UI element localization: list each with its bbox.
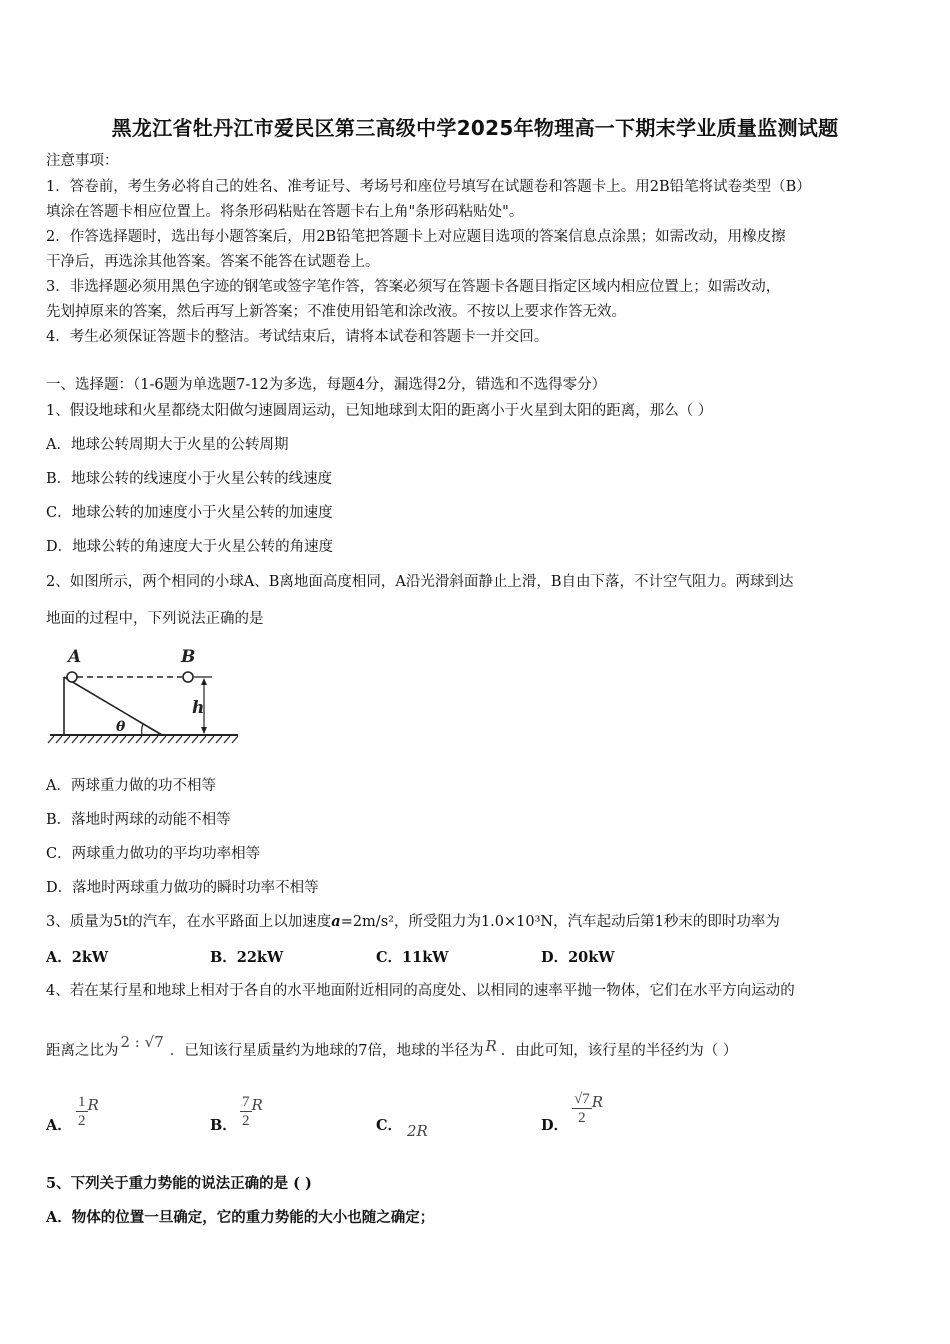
q4-option-a-label: A．: [46, 1117, 72, 1134]
q1-option-d: D．地球公转的角速度大于火星公转的角速度: [46, 539, 334, 555]
notice-line: 3．非选择题必须用黑色字迹的钢笔或签字笔作答，答案必须写在答题卡各题目指定区域内相应位置上；如需改动，: [46, 279, 781, 295]
fraction-denominator: 2: [78, 1113, 86, 1129]
q1-option-a: A．地球公转周期大于火星的公转周期: [46, 437, 289, 453]
label-a: A: [68, 647, 82, 667]
q4-option-c-value: 2R: [407, 1122, 428, 1140]
ball-b: [183, 672, 193, 682]
section-heading: 一、选择题：（1-6题为单选题7-12为多选，每题4分，漏选得2分，错选和不选得零分）: [46, 377, 607, 393]
ground-hatch: [48, 736, 238, 743]
fraction-numerator: 7: [242, 1094, 250, 1110]
q4-option-d-fraction: [572, 1090, 592, 1127]
fraction-variable: R: [591, 1093, 604, 1111]
q4-option-d-value: [572, 1090, 603, 1127]
q4-option-b-fraction: [240, 1093, 252, 1130]
q4-option-a-value: [76, 1093, 99, 1130]
notice-line: 4．考生必须保证答题卡的整洁。考试结束后，请将本试卷和答题卡一并交回。: [46, 329, 549, 345]
q3-option-a: A．2kW: [46, 949, 109, 966]
q4-radius-var: R: [485, 1037, 497, 1055]
q3-stem-part2: =2m/s²，所受阻力为1.0×10³N，汽车起动后第1秒末的即时功率为: [340, 914, 780, 930]
question-3-stem: [46, 912, 780, 932]
question-2-stem-cont: 地面的过程中，下列说法正确的是: [46, 611, 264, 627]
question-4-stem: 4、若在某行星和地球上相对于各自的水平地面附近相同的高度处、以相同的速率平抛一物体，它们在水平方向运动的: [46, 983, 795, 999]
q2-option-c: C．两球重力做功的平均功率相等: [46, 846, 261, 862]
q3-variable-a: a: [331, 913, 341, 930]
q1-option-b: B．地球公转的线速度小于火星公转的线速度: [46, 471, 333, 487]
q4-option-c-label: C．: [376, 1117, 403, 1134]
label-theta: θ: [116, 719, 126, 735]
question-5-stem: 5、下列关于重力势能的说法正确的是 ( ): [46, 1175, 312, 1192]
fraction-numerator: 1: [78, 1094, 86, 1110]
q1-option-c: C．地球公转的加速度小于火星公转的加速度: [46, 505, 333, 521]
q4-option-b-label: B．: [210, 1117, 237, 1134]
notice-line: 先划掉原来的答案，然后再写上新答案；不准使用铅笔和涂改液。不按以上要求作答无效。: [46, 304, 626, 320]
fraction-numerator: √7: [574, 1091, 590, 1107]
q3-option-b: B．22kW: [210, 949, 284, 966]
q4-option-a-fraction: [76, 1093, 88, 1130]
fraction-denominator: 2: [242, 1113, 250, 1129]
q2-option-a: A．两球重力做的功不相等: [46, 778, 216, 794]
q4-option-d-label: D．: [541, 1117, 569, 1134]
label-b: B: [181, 647, 196, 667]
q2-option-b: B．落地时两球的动能不相等: [46, 812, 231, 828]
q5-option-a: A．物体的位置一旦确定，它的重力势能的大小也随之确定；: [46, 1209, 435, 1226]
notice-line: 2．作答选择题时，选出每小题答案后，用2B铅笔把答题卡上对应题目选项的答案信息点涂黑；如需改动，用橡皮擦: [46, 229, 786, 245]
incline-slope: [64, 677, 162, 735]
fraction-variable: R: [251, 1096, 263, 1114]
incline-figure: [46, 642, 242, 750]
fraction-denominator: 2: [578, 1110, 586, 1126]
notice-line: 1．答卷前，考生务必将自己的姓名、准考证号、考场号和座位号填写在试题卷和答题卡上。用2B铅笔将试卷类型（B）: [46, 179, 811, 195]
height-arrow-down: [201, 727, 207, 734]
angle-arc: [142, 724, 143, 735]
q3-option-d: D．20kW: [541, 949, 615, 966]
page-title: 黑龙江省牡丹江市爱民区第三高级中学2025年物理高一下期末学业质量监测试题: [111, 116, 839, 140]
question-2-stem: 2、如图所示，两个相同的小球A、B离地面高度相同，A沿光滑斜面静止上滑，B自由下落，不计空气阻力。两球到达: [46, 574, 794, 590]
question-1-stem: 1、假设地球和火星都绕太阳做匀速圆周运动，已知地球到太阳的距离小于火星到太阳的距离，那么（ ）: [46, 403, 713, 419]
notice-heading: 注意事项：: [46, 153, 119, 169]
q4-stem-part3: ．由此可知，该行星的半径约为（ ）: [500, 1043, 738, 1059]
notice-line: 填涂在答题卡相应位置上。将条形码粘贴在答题卡右上角"条形码粘贴处"。: [46, 204, 524, 220]
q4-option-b-value: [240, 1093, 263, 1130]
q4-ratio: 2 : √7: [120, 1033, 164, 1051]
q4-stem-part1: 距离之比为: [46, 1043, 119, 1059]
label-h: h: [192, 698, 205, 718]
q3-option-c: C．11kW: [376, 949, 449, 966]
question-4-stem-cont: [46, 1033, 738, 1061]
height-arrow-up: [201, 678, 207, 685]
ball-a: [67, 672, 77, 682]
q4-stem-part2: ．已知该行星质量约为地球的7倍，地球的半径为: [169, 1043, 484, 1059]
q3-stem-part1: 3、质量为5t的汽车，在水平路面上以加速度: [46, 914, 332, 930]
notice-line: 干净后，再选涂其他答案。答案不能答在试题卷上。: [46, 254, 380, 270]
q2-option-d: D．落地时两球重力做功的瞬时功率不相等: [46, 880, 319, 896]
fraction-variable: R: [87, 1096, 99, 1114]
